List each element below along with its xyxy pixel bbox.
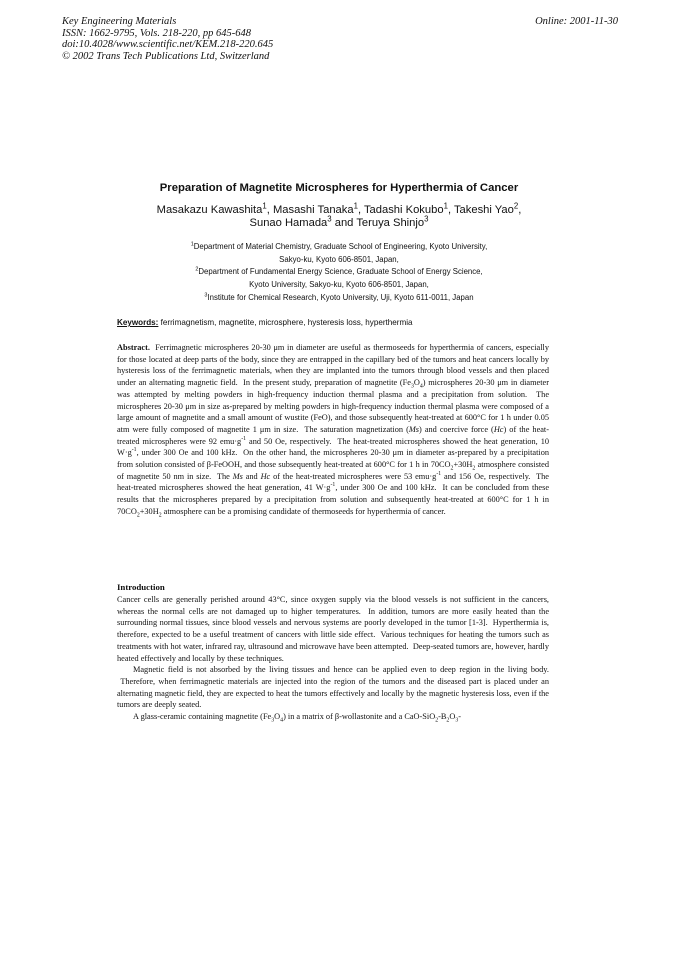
- copyright-line: © 2002 Trans Tech Publications Ltd, Switzerland: [62, 50, 270, 62]
- journal-header: [62, 16, 273, 62]
- abstract-label: Abstract.: [117, 343, 150, 352]
- author-name: Teruya Shinjo: [356, 217, 425, 229]
- author-name: Masakazu Kawashita: [156, 204, 263, 216]
- abstract: Abstract. Ferrimagnetic microspheres 20-30 μm in diameter are useful as thermoseeds for hyperthermia of cancers, especially for those located at deep parts of the body, since they are entrapped in the capillary bed of the tumors and heat cancers locally by hysteresis loss of the ferrimagnetic materials, when they are implanted into the tumors through blood vessels and then placed under an alternating magnetic field. In the present study, preparation of magnetite $(Fe_3O_4)$ microspheres 20-30 μm in diameter was attempted by melting powders in high-frequency induction thermal plasma and a precipitation from solution. The microspheres 20-30 μm in size as-prepared by melting powders in high-frequency induction thermal plasma were composed of a large amount of magnetite and a small amount of wustite (FeO), and those subsequently heat-treated at 600°C for 1 h under 0.05 atm were fully composed of magnetite 1 μm in size. The saturation magnetization (Ms) and coercive force (Hc) of the heat-treated microspheres were 92 $emu\cdot g^{-1}$ and 50 Oe, respectively. The heat-treated microspheres showed the heat generation, 10 $W\cdot g^{-1}$, under 300 Oe and 100 kHz. On the other hand, the microspheres 20-30 μm in diameter as-prepared by a precipitation from solution consisted of β-FeOOH, and those subsequently heat-treated at 600°C for 1 h in $70CO_2+30H_2$ atmosphere consisted of magnetite 50 nm in size. The Ms and Hc of the heat-treated microspheres were 53 $emu\cdot g^{-1}$ and 156 Oe, respectively. The heat-treated microspheres showed the heat generation, 41 $W\cdot g^{-1}$, under 300 Oe and 100 kHz. It can be concluded from these results that the microspheres prepared by a precipitation from solution and subsequently heat-treated at 600°C for 1 h in $70CO_2+30H_2$ atmosphere can be a promising candidate of thermoseeds for hyperthermia of cancer.: [117, 343, 550, 519]
- section-heading: Introduction: [117, 582, 165, 592]
- affiliation-line: Department of Fundamental Energy Science, Graduate School of Energy Science,: [198, 267, 483, 277]
- online-date: Online: 2001-11-30: [535, 16, 618, 27]
- paragraph: Magnetic field is not absorbed by the living tissues and hence can be applied even to deep region in the living body. Therefore, when ferrimagnetic materials are injected into the region of the tumors and the diseased part is placed under an alternating magnetic field, they are expected to heat the tumors effectively and locally by the magnetic hysteresis loss, even if the tumors are deeply seated.: [117, 665, 549, 710]
- paragraph: Cancer cells are generally perished around 43°C, since oxygen supply via the blood vessels is not sufficient in the cancers, whereas the normal cells are not damaged up to higher temperatures. In addition, tumors are more easily heated than the surrounding normal tissues, since blood vessels and nervous systems are poorly developed in the tumor [1-3]. Hyperthermia is, therefore, expected to be a useful treatment of cancers with little side effect. Various techniques for heating the tumors such as treatments with hot water, infrared ray, ultrasound and microwave have been attempted. Deep-seated tumors are, however, hardly heated effectively and locally by these techniques.: [117, 595, 549, 663]
- affiliation-line: Kyoto University, Sakyo-ku, Kyoto 606-8501, Japan,: [249, 280, 429, 290]
- keywords-label: Keywords:: [117, 318, 159, 327]
- author-list: Masakazu Kawashita$^1$, Masashi Tanaka$^1$, Tadashi Kokubo$^1$, Takeshi Yao$^2$, Sunao Hamada$^3$ and Teruya Shinjo$^3$: [156, 201, 522, 229]
- journal-name: Key Engineering Materials: [62, 16, 177, 27]
- author-name: Tadashi Kokubo: [363, 204, 444, 216]
- keywords-list: ferrimagnetism, magnetite, microsphere, hysteresis loss, hyperthermia: [160, 318, 413, 327]
- affiliation-line: Sakyo-ku, Kyoto 606-8501, Japan,: [279, 254, 399, 264]
- author-name: Masashi Tanaka: [272, 204, 354, 216]
- affiliation-line: Institute for Chemical Research, Kyoto University, Uji, Kyoto 611-0011, Japan: [207, 292, 474, 302]
- introduction-body: [117, 594, 549, 723]
- paragraph: A glass-ceramic containing magnetite $(Fe_3O_4)$ in a matrix of β-wollastonite and a CaO-$SiO_2-B_2O_3-$: [133, 712, 461, 724]
- issn-line: ISSN: 1662-9795, Vols. 218-220, pp 645-648: [62, 27, 251, 39]
- keywords: [117, 318, 587, 327]
- author-name: Sunao Hamada: [249, 217, 328, 229]
- author-name: Takeshi Yao: [453, 204, 514, 216]
- paper-title: Preparation of Magnetite Microspheres for Hyperthermia of Cancer: [159, 182, 519, 194]
- affiliation-line: Department of Material Chemistry, Graduate School of Engineering, Kyoto University,: [193, 242, 488, 251]
- doi-line: doi:10.4028/www.scientific.net/KEM.218-220.645: [62, 39, 274, 50]
- affiliations: $^1$Department of Material Chemistry, Graduate School of Engineering, Kyoto University, Sakyo-ku, Kyoto 606-8501, Japan, $^2$Department of Fundamental Energy Science, Graduate School of Energy Science, Kyoto University, Sakyo-ku, Kyoto 606-8501, Japan, $^3$Institute for Chemical Research, Kyoto University, Uji, Kyoto 611-0011, Japan: [0, 241, 678, 305]
